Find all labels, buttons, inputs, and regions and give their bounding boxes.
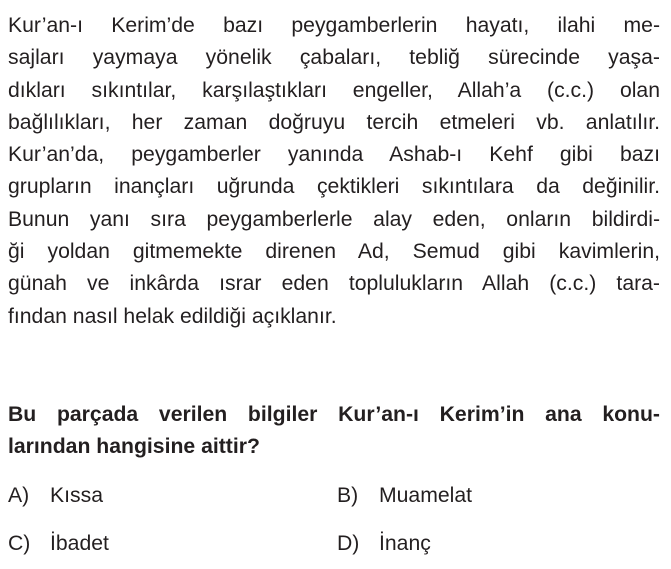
- passage-line: Kur’an-ı Kerim’de bazı peygamberlerin hayatı, ilahi me-: [8, 14, 660, 37]
- passage-line: Kur’an’da, peygamberler yanında Ashab-ı Kehf gibi bazı: [8, 143, 660, 167]
- passage-line: ği yoldan gitmemekte direnen Ad, Semud gibi kavimlerin,: [8, 240, 660, 264]
- option-b[interactable]: [337, 482, 472, 510]
- option-letter: C): [8, 532, 31, 555]
- option-letter: B): [337, 484, 359, 507]
- question-line: Bu parçada verilen bilgiler Kur’an-ı Kerim’in ana konu-: [8, 403, 660, 426]
- passage-line: günah ve inkârda ısrar eden toplulukların Allah (c.c.) tara-: [8, 272, 660, 296]
- option-a[interactable]: [8, 482, 103, 510]
- option-d[interactable]: [337, 530, 431, 558]
- passage-line: fından nasıl helak edildiği açıklanır.: [8, 304, 337, 328]
- passage-line: dıkları sıkıntılar, karşılaştıkları engeller, Allah’a (c.c.) olan: [8, 78, 660, 102]
- passage-line: bağlılıkları, her zaman doğruyu tercih etmeleri vb. anlatılır.: [8, 110, 660, 134]
- passage-line: Bunun yanı sıra peygamberlerle alay eden, onların bildirdi-: [8, 207, 660, 231]
- passage-line: sajları yaymaya yönelik çabaları, tebliğ sürecinde yaşa-: [8, 46, 660, 70]
- option-text: Muamelat: [379, 484, 473, 507]
- option-letter: D): [337, 532, 360, 555]
- option-text: İnanç: [379, 532, 431, 555]
- option-c[interactable]: [8, 530, 109, 558]
- option-letter: A): [8, 484, 30, 507]
- option-text: İbadet: [50, 532, 109, 555]
- question-line: larından hangisine aittir?: [8, 435, 260, 459]
- passage-text: [8, 10, 660, 333]
- option-text: Kıssa: [50, 484, 103, 507]
- passage-line: grupların inançları uğrunda çektikleri sıkıntılara da değinilir.: [8, 175, 660, 199]
- question-stem: [8, 399, 660, 464]
